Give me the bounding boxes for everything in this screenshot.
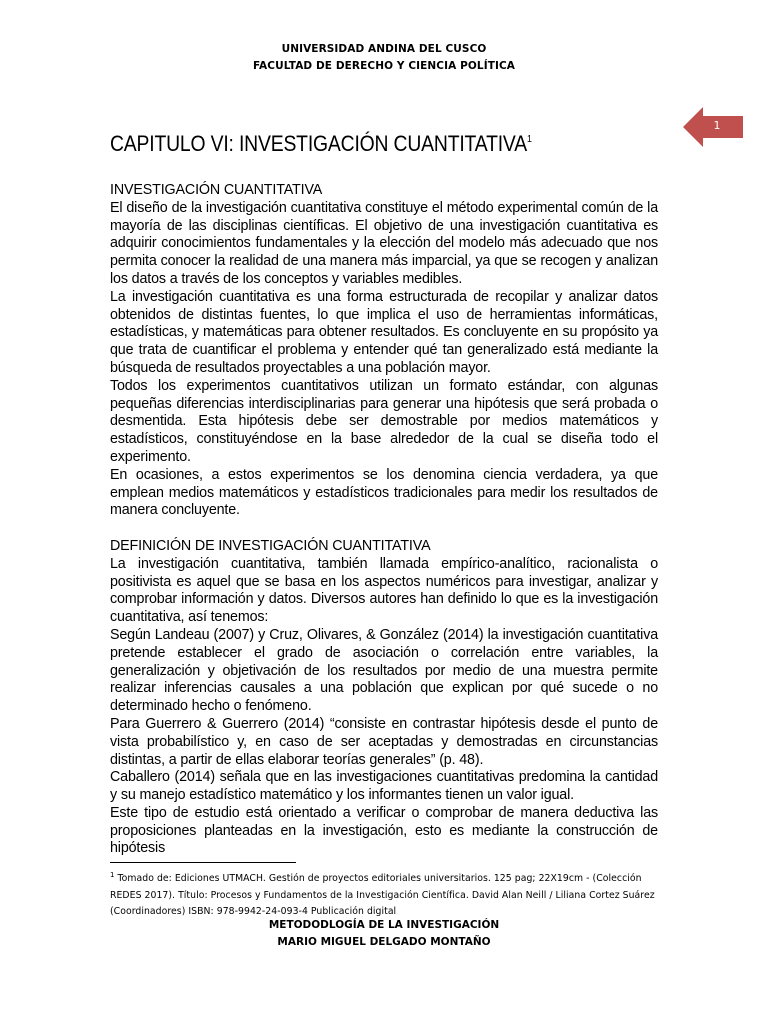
title-footnote-ref: 1 xyxy=(526,134,532,145)
page-footer xyxy=(0,917,768,951)
paragraph: La investigación cuantitativa, también llamada empírico-analítico, racionalista o positivista es aquel que se basa en los aspectos numéricos para investigar, analizar y comprobar información y datos. Diversos autores han definido lo que es la investigación cuantitativa, así tenemos: xyxy=(110,555,658,626)
paragraph: Todos los experimentos cuantitativos utilizan un formato estándar, con algunas pequeñas diferencias interdisciplinarias para generar una hipótesis que será probada o desmentida. Esta hipótesis debe ser demostrable por medios matemáticos y estadísticos, constituyéndose en la base alrededor de la cual se diseña todo el experimento. xyxy=(110,377,658,465)
course-name: METODODLOGÍA DE LA INVESTIGACIÓN xyxy=(268,919,500,931)
page-header xyxy=(0,41,768,75)
chapter-title xyxy=(110,131,532,157)
paragraph: El diseño de la investigación cuantitativa constituye el método experimental común de la mayoría de las disciplinas científicas. El objetivo de una investigación cuantitativa es adquirir conocimientos fundamentales y la elección del modelo más adecuado que nos permita conocer la realidad de una manera más imparcial, ya que se recogen y analizan los datos a través de los conceptos y variables medibles. xyxy=(110,199,658,287)
footnote-text: Tomado de: Ediciones UTMACH. Gestión de proyectos editoriales universitarios. 125 pag; 22X19cm - (Colección REDES 2017). Título: Procesos y Fundamentos de la Investigación Científica. David Alan Neill / Liliana Cortez Suárez (Coordinadores) ISBN: 978-9942-24-093-4 Publicación digital xyxy=(110,873,655,917)
body-text xyxy=(110,182,658,858)
paragraph: En ocasiones, a estos experimentos se los denomina ciencia verdadera, ya que emplean medios matemáticos y estadísticos tradicionales para medir los resultados de manera concluyente. xyxy=(110,466,658,519)
paragraph: La investigación cuantitativa es una forma estructurada de recopilar y analizar datos obtenidos de distintas fuentes, lo que implica el uso de herramientas informáticas, estadísticas, y matemáticas para obtener resultados. Es concluyente en su propósito ya que trata de cuantificar el problema y entender qué tan generalizado está mediante la búsqueda de resultados proyectables a una población mayor. xyxy=(110,288,658,376)
university-name: UNIVERSIDAD ANDINA DEL CUSCO xyxy=(281,43,487,55)
footnote-ref: 1 xyxy=(110,871,115,879)
page-number: 1 xyxy=(713,119,721,132)
section-spacer xyxy=(110,520,658,538)
chapter-title-text: CAPITULO VI: INVESTIGACIÓN CUANTITATIVA xyxy=(110,131,527,156)
author-name: MARIO MIGUEL DELGADO MONTAÑO xyxy=(277,936,491,948)
page-number-badge xyxy=(683,107,743,147)
paragraph: Según Landeau (2007) y Cruz, Olivares, & González (2014) la investigación cuantitativa pretende establecer el grado de asociación o correlación entre variables, la generalización y objetivación de los resultados por medio de una muestra permite realizar inferencias causales a una población que explican por qué sucede o no determinado hecho o fenómeno. xyxy=(110,626,658,715)
paragraph: Para Guerrero & Guerrero (2014) “consiste en contrastar hipótesis desde el punto de vista probabilístico y, en caso de ser aceptadas y demostradas en circunstancias distintas, a partir de ellas elaborar teorías generales” (p. 48). xyxy=(110,715,658,768)
section-heading: DEFINICIÓN DE INVESTIGACIÓN CUANTITATIVA xyxy=(110,537,431,554)
faculty-name: FACULTAD DE DERECHO Y CIENCIA POLÍTICA xyxy=(252,60,516,72)
footnote xyxy=(110,867,658,921)
paragraph: Este tipo de estudio está orientado a verificar o comprobar de manera deductiva las proposiciones planteadas en la investigación, esto es mediante la construcción de hipótesis xyxy=(110,804,658,857)
paragraph: Caballero (2014) señala que en las investigaciones cuantitativas predomina la cantidad y su manejo estadístico matemático y los informantes tienen un valor igual. xyxy=(110,769,658,804)
footnote-separator xyxy=(110,862,296,863)
section-heading: INVESTIGACIÓN CUANTITATIVA xyxy=(110,182,323,198)
